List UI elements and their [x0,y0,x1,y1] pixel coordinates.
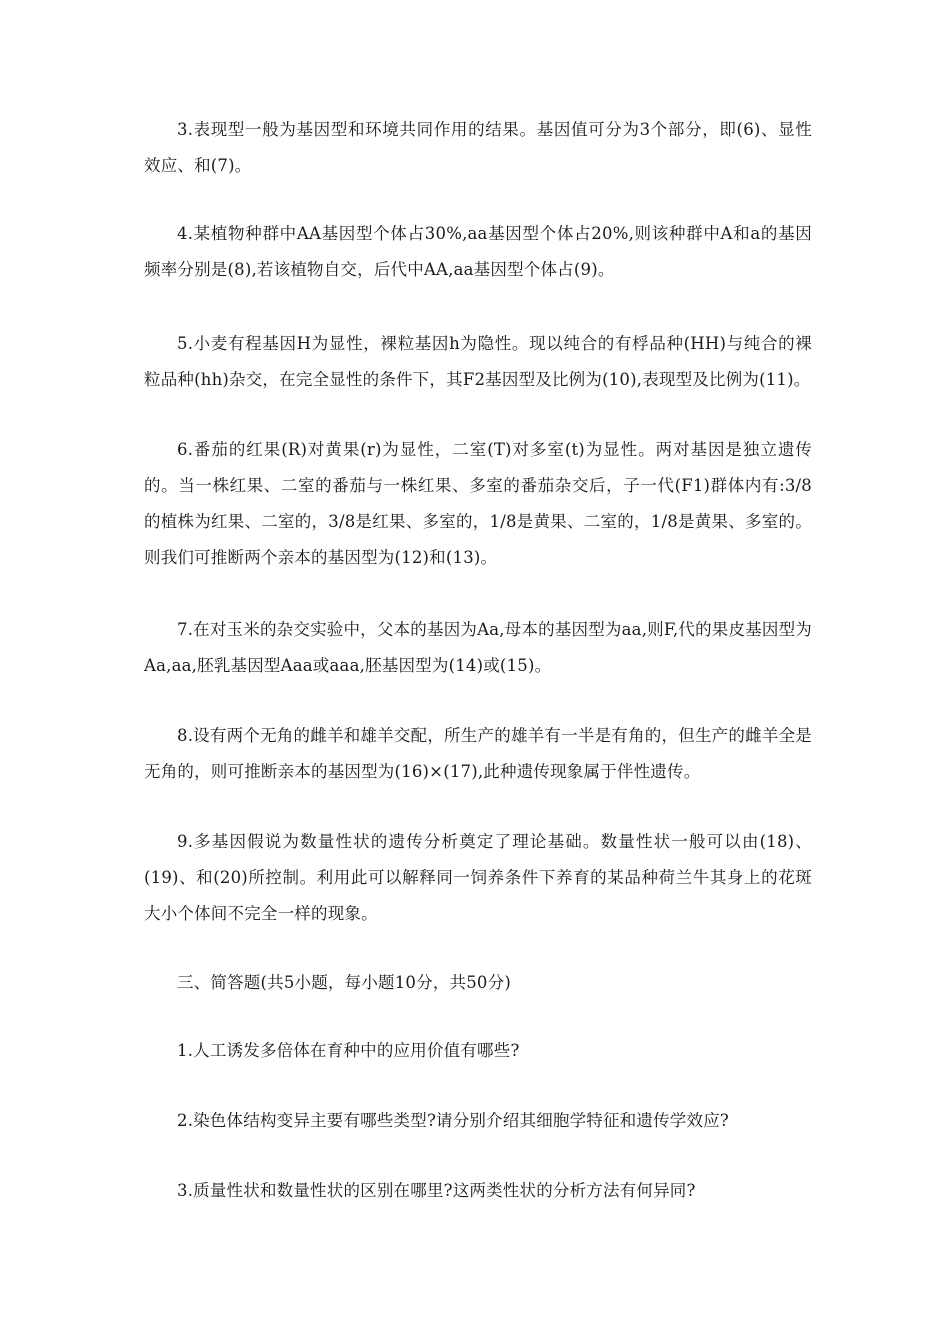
section-heading: 三、简答题(共5小题，每小题10分，共50分) [177,973,511,992]
short-answer-question-1: 1.人工诱发多倍体在育种中的应用价值有哪些? [177,1041,520,1060]
question-8-paragraph: 8.设有两个无角的雌羊和雄羊交配，所生产的雄羊有一半是有角的，但生产的雌羊全是无角的，则可推断亲本的基因型为(16)×(17),此种遗传现象属于伴性遗传。 [144,726,812,781]
question-6-paragraph: 6.番茄的红果(R)对黄果(r)为显性，二室(T)对多室(t)为显性。两对基因是独立遗传的。当一株红果、二室的番茄与一株红果、多室的番茄杂交后，子一代(F1)群体内有:3/8的植株为红果、二室的，3/8是红果、多室的，1/8是黄果、二室的，1/8是黄果、多室的。则我们可推断两个亲本的基因型为(12)和(13)。 [144,440,812,567]
question-9-paragraph: 9.多基因假说为数量性状的遗传分析奠定了理论基础。数量性状一般可以由(18)、(19)、和(20)所控制。利用此可以解释同一饲养条件下养育的某品种荷兰牛其身上的花斑大小个体间不完全一样的现象。 [144,832,812,923]
short-answer-question-3: 3.质量性状和数量性状的区别在哪里?这两类性状的分析方法有何异同? [177,1181,696,1200]
question-4-paragraph: 4.某植物种群中AA基因型个体占30%,aa基因型个体占20%,则该种群中A和a的基因频率分别是(8),若该植物自交，后代中AA,aa基因型个体占(9)。 [144,224,812,279]
question-7-paragraph: 7.在对玉米的杂交实验中，父本的基因为Aa,母本的基因型为aa,则F,代的果皮基因型为Aa,aa,胚乳基因型Aaa或aaa,胚基因型为(14)或(15)。 [144,620,812,675]
short-answer-question-2: 2.染色体结构变异主要有哪些类型?请分别介绍其细胞学特征和遗传学效应? [177,1111,729,1130]
question-3-paragraph: 3.表现型一般为基因型和环境共同作用的结果。基因值可分为3个部分，即(6)、显性效应、和(7)。 [144,120,812,175]
question-5-paragraph: 5.小麦有程基因H为显性，裸粒基因h为隐性。现以纯合的有桴品种(HH)与纯合的裸粒品种(hh)杂交，在完全显性的条件下，其F2基因型及比例为(10),表现型及比例为(11)。 [144,334,812,389]
